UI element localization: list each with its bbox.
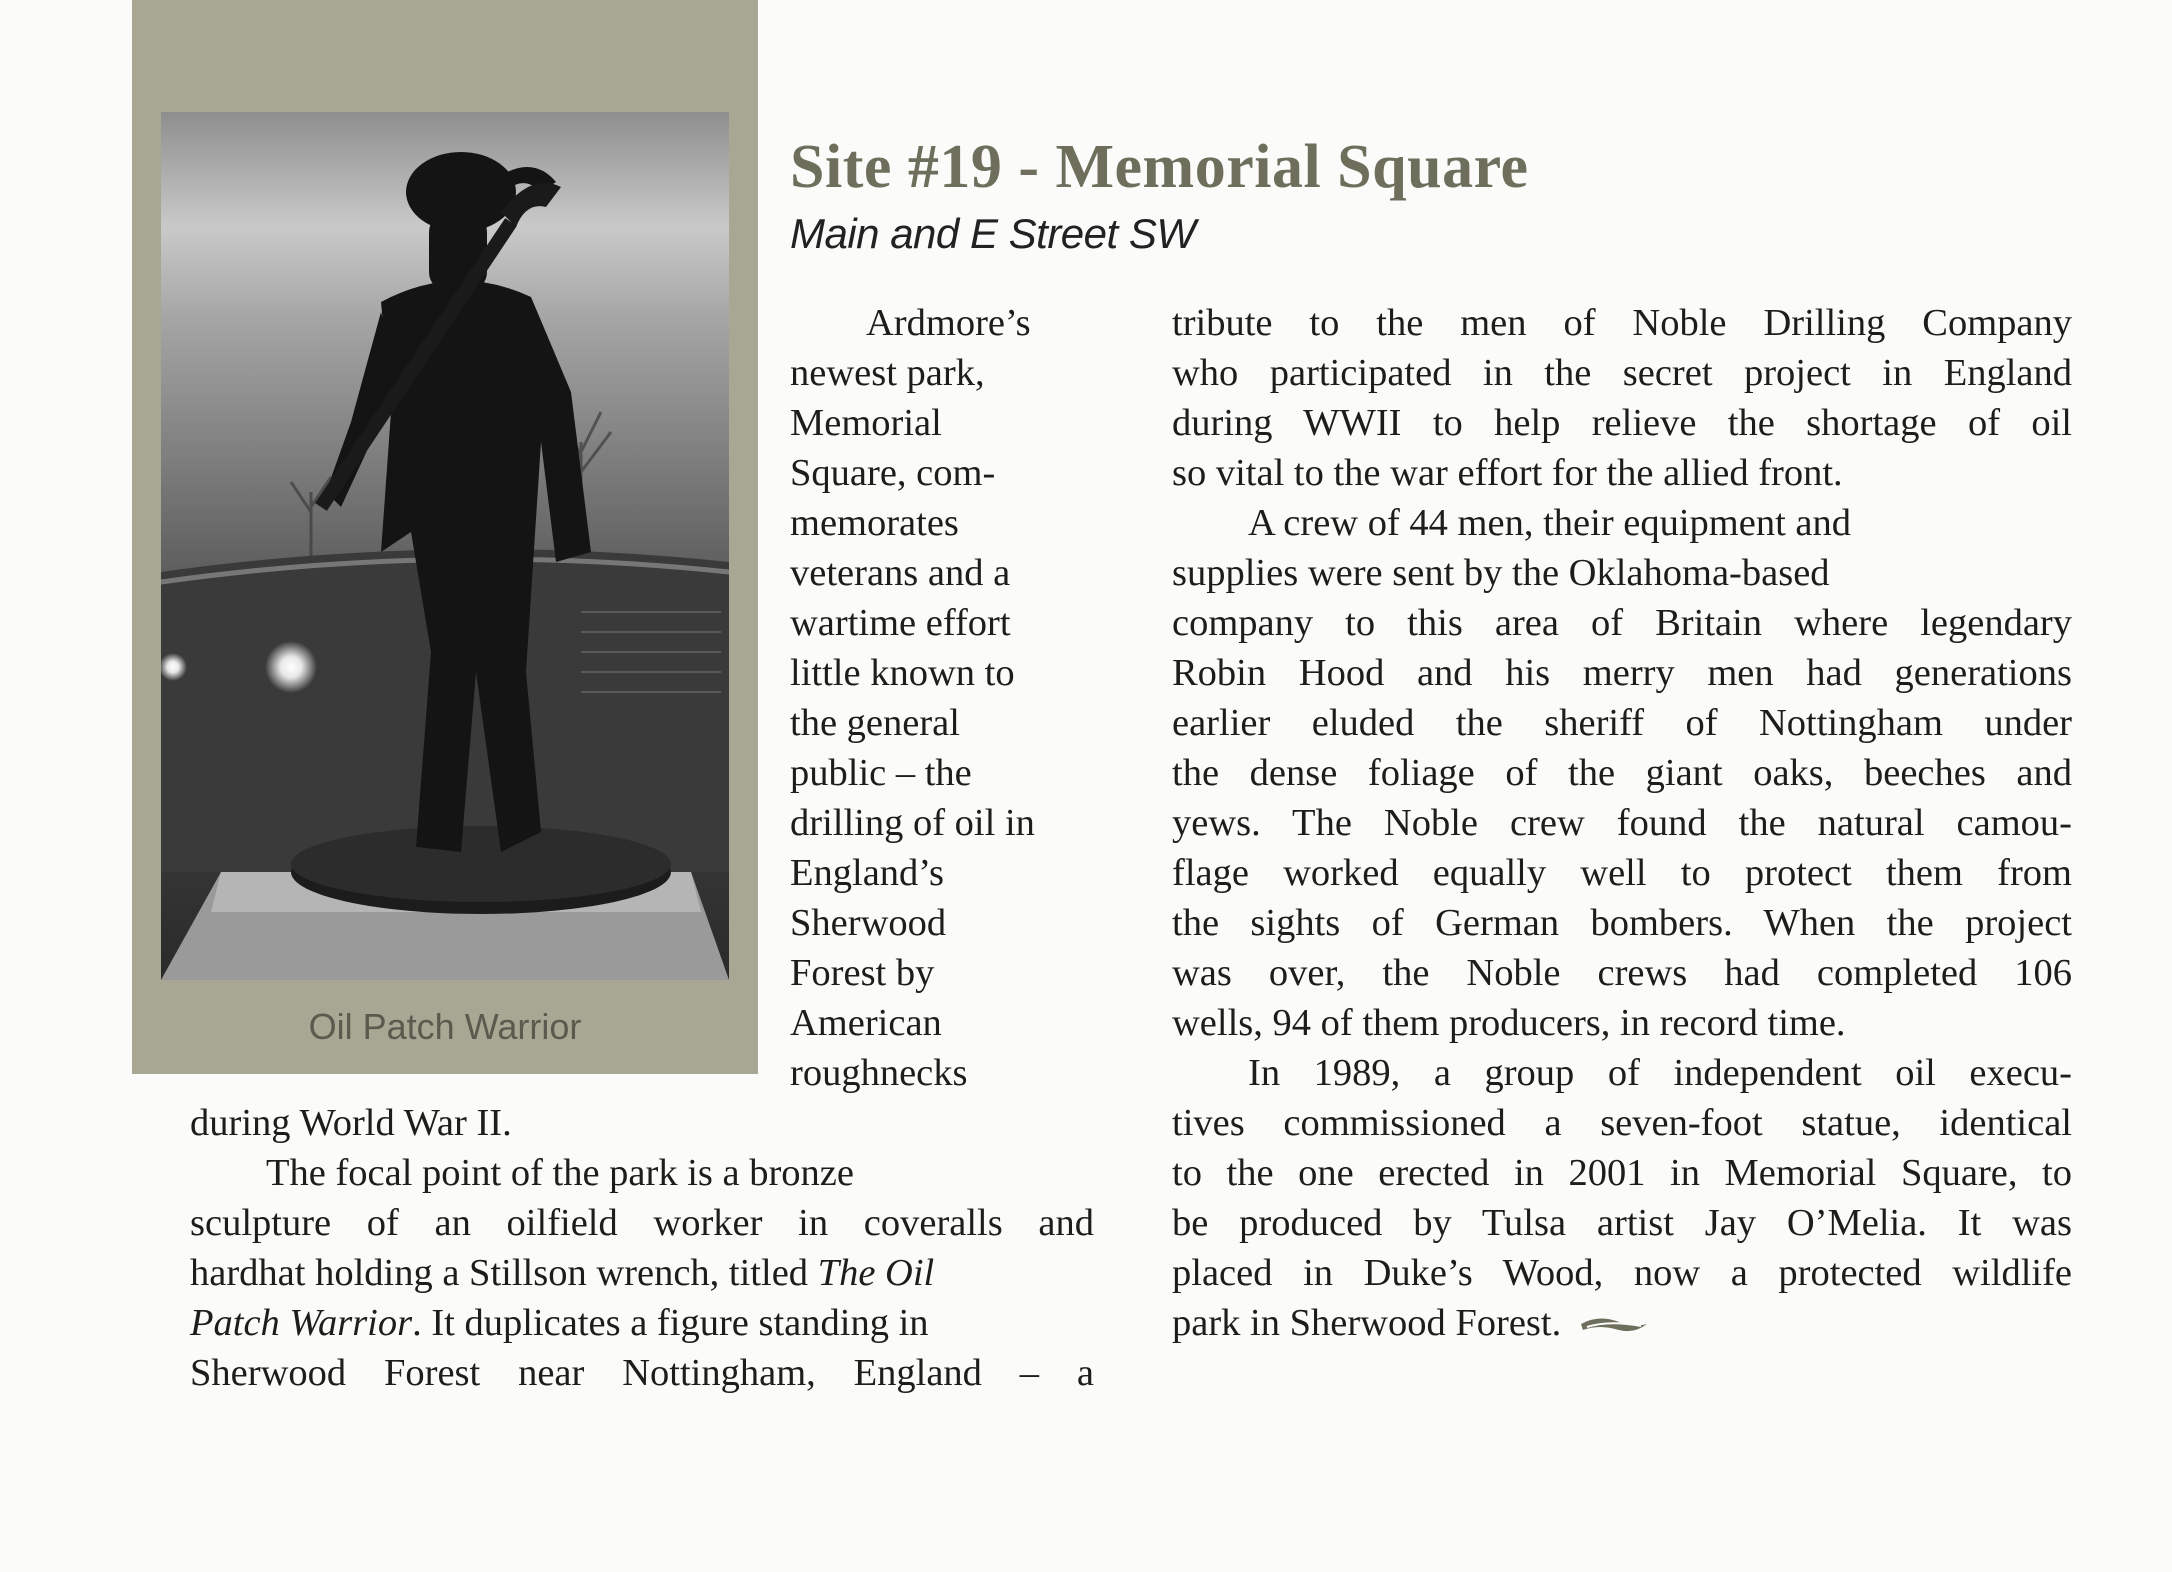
text-line: Ardmore’s — [866, 302, 1031, 344]
text-line: placed in Duke’s Wood, now a protected wildlife — [1172, 1252, 2072, 1294]
text-line: supplies were sent by the Oklahoma-based — [1172, 552, 1830, 594]
text-span: hardhat holding a Stillson wrench, titled — [190, 1252, 809, 1294]
artwork-title: The Oil — [817, 1252, 935, 1294]
text-line: be produced by Tulsa artist Jay O’Melia. It was — [1172, 1202, 2072, 1244]
text-line: the dense foliage of the giant oaks, beeches and — [1172, 752, 2072, 794]
text-line: Sherwood — [790, 902, 947, 944]
site-title: Site #19 - Memorial Square — [790, 133, 1529, 201]
text-line: during World War II. — [190, 1102, 512, 1144]
photo-panel — [132, 0, 758, 1074]
text-line: Memorial — [790, 402, 942, 444]
text-line: who participated in the secret project in England — [1172, 352, 2072, 394]
text-line — [190, 1248, 1094, 1298]
text-line: drilling of oil in — [790, 802, 1035, 844]
text-line — [1172, 1298, 2072, 1348]
text-line: In 1989, a group of independent oil execu- — [1248, 1052, 2072, 1094]
ornament-swash-icon — [1579, 1312, 1649, 1340]
text-line: sculpture of an oilfield worker in coveralls and — [190, 1202, 1094, 1244]
text-line: flage worked equally well to protect them from — [1172, 852, 2072, 894]
text-line: memorates — [790, 502, 959, 544]
photo-caption: Oil Patch Warrior — [308, 1006, 582, 1047]
text-line — [190, 1298, 1094, 1348]
text-line: Sherwood Forest near Nottingham, England – a — [190, 1352, 1094, 1394]
text-line: wartime effort — [790, 602, 1011, 644]
text-line: tives commissioned a seven-foot statue, identical — [1172, 1102, 2072, 1144]
text-line: Robin Hood and his merry men had generations — [1172, 652, 2072, 694]
text-line: England’s — [790, 852, 944, 894]
text-line: veterans and a — [790, 552, 1011, 594]
text-line: little known to — [790, 652, 1015, 694]
statue-illustration — [161, 112, 729, 980]
text-line: Forest by — [790, 952, 935, 994]
text-span: . It duplicates a figure standing in — [412, 1302, 929, 1344]
text-line: public – the — [790, 752, 972, 794]
text-line: company to this area of Britain where legendary — [1172, 602, 2072, 644]
text-line: earlier eluded the sheriff of Nottingham under — [1172, 702, 2072, 744]
text-line: wells, 94 of them producers, in record time. — [1172, 1002, 1846, 1044]
statue-photo — [161, 112, 729, 980]
text-line: the sights of German bombers. When the project — [1172, 902, 2072, 944]
text-line: The focal point of the park is a bronze — [266, 1152, 854, 1194]
text-line: the general — [790, 702, 960, 744]
text-line: roughnecks — [790, 1052, 968, 1094]
text-line: was over, the Noble crews had completed 106 — [1172, 952, 2072, 994]
text-line: during WWII to help relieve the shortage of oil — [1172, 402, 2072, 444]
text-line: Square, com- — [790, 452, 996, 494]
text-line: American — [790, 1002, 942, 1044]
text-line: tribute to the men of Noble Drilling Company — [1172, 302, 2072, 344]
text-line: so vital to the war effort for the allied front. — [1172, 452, 1843, 494]
site-address: Main and E Street SW — [790, 210, 1196, 257]
artwork-title: Patch Warrior — [190, 1302, 413, 1344]
text-line: yews. The Noble crew found the natural camou- — [1172, 802, 2072, 844]
text-line: A crew of 44 men, their equipment and — [1248, 502, 1851, 544]
text-line: to the one erected in 2001 in Memorial Square, to — [1172, 1152, 2072, 1194]
text-line: newest park, — [790, 352, 985, 394]
text-span: park in Sherwood Forest. — [1172, 1302, 1562, 1344]
